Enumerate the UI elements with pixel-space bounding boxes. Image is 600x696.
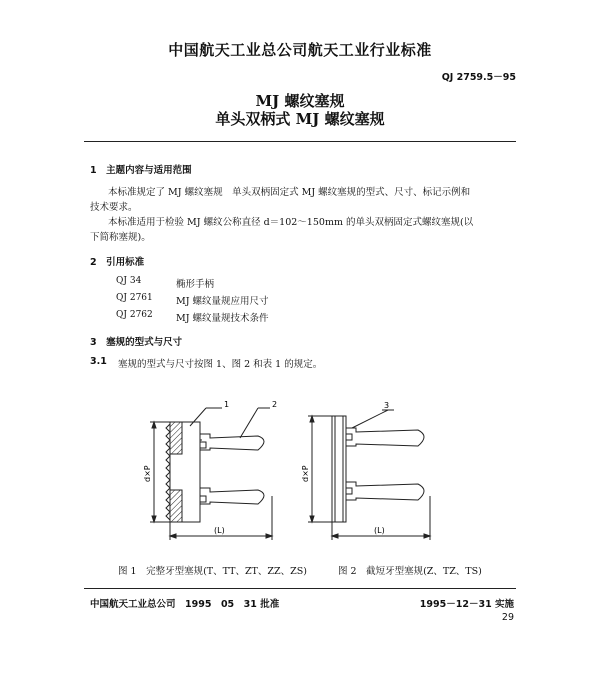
approval-line: 中国航天工业总公司 1995 05 31 批准: [90, 599, 280, 610]
page-number: 29: [501, 612, 514, 623]
callout-3: 3: [384, 401, 390, 410]
dimension-horizontal: (L): [374, 526, 385, 535]
figure-2-drawing: [290, 400, 460, 550]
handle-lower: [346, 482, 424, 500]
section-1-paragraph-2-line-1: 本标准适用于检验 MJ 螺纹公称直径 d＝102～150mm 的单头双柄固定式螺纹塞规(以: [108, 217, 474, 228]
reference-number: QJ 2761: [116, 293, 153, 303]
document-title-line1: MJ 螺纹塞规: [255, 92, 345, 110]
section-3-heading: 3 塞规的型式与尺寸: [90, 337, 183, 348]
handle-lower: [200, 488, 264, 504]
dimension-vertical: d×P: [143, 465, 152, 482]
top-divider: [84, 141, 516, 142]
section-2-heading: 2 引用标准: [90, 257, 145, 268]
section-1-paragraph-2-line-2: 下简称塞规)。: [90, 232, 151, 243]
reference-title: MJ 螺纹量规应用尺寸: [176, 296, 269, 307]
handle-upper: [200, 434, 264, 450]
clause-text: 塞规的型式与尺寸按图 1、图 2 和表 1 的规定。: [118, 359, 323, 370]
handle-upper: [346, 428, 424, 446]
gauge-body: [332, 416, 346, 522]
figure-1-caption: 图 1 完整牙型塞规(T、TT、ZT、ZZ、ZS): [118, 566, 307, 577]
callout-1: 1: [224, 400, 230, 409]
reference-title: 椭形手柄: [176, 279, 215, 290]
figure-1-drawing: [140, 400, 310, 550]
reference-number: QJ 2762: [116, 310, 153, 320]
figure-2-caption: 图 2 截短牙型塞规(Z、TZ、TS): [338, 566, 482, 577]
reference-title: MJ 螺纹量规技术条件: [176, 313, 269, 324]
callout-2: 2: [272, 400, 278, 409]
document-title-line2: 单头双柄式 MJ 螺纹塞规: [215, 110, 385, 128]
standard-header-title: 中国航天工业总公司航天工业行业标准: [168, 41, 432, 59]
dimension-horizontal: (L): [214, 526, 225, 535]
standard-number: QJ 2759.5－95: [441, 72, 516, 83]
section-1-paragraph-1-line-2: 技术要求。: [90, 202, 138, 213]
effective-date: 1995－12－31 实施: [419, 599, 514, 610]
dimension-vertical: d×P: [301, 465, 310, 482]
section-1-paragraph-1-line-1: 本标准规定了 MJ 螺纹塞规 单头双柄固定式 MJ 螺纹塞规的型式、尺寸、标记示例和: [108, 187, 471, 198]
clause-number: 3.1: [90, 356, 107, 367]
footer-divider: [84, 588, 516, 589]
section-1-heading: 1 主题内容与适用范围: [90, 165, 192, 176]
reference-number: QJ 34: [116, 276, 142, 286]
